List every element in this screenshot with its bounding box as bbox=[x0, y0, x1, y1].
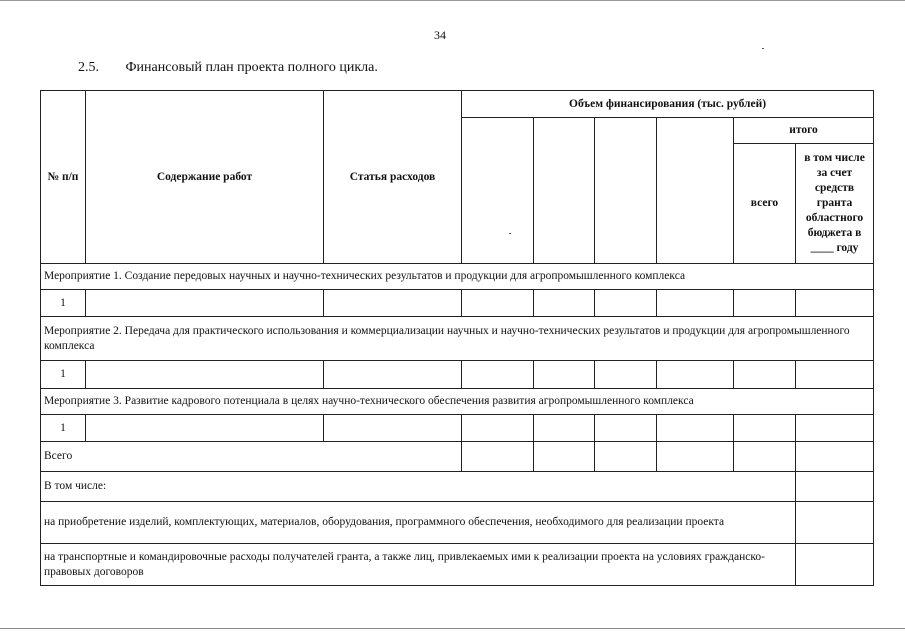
table-cell bbox=[595, 415, 657, 442]
table-cell bbox=[534, 290, 595, 317]
transport-row bbox=[41, 544, 874, 586]
header-num-cell: № п/п bbox=[41, 91, 86, 264]
table-cell bbox=[324, 361, 462, 389]
in-that-label: В том числе: bbox=[41, 472, 796, 502]
header-expense-cell: Статья расходов bbox=[324, 91, 462, 264]
page-top-edge bbox=[0, 0, 905, 1]
table-cell bbox=[86, 415, 324, 442]
scan-speck bbox=[762, 48, 764, 49]
table-cell bbox=[462, 442, 534, 472]
table-cell bbox=[796, 502, 874, 544]
event-2-title-row bbox=[41, 317, 874, 361]
event-2-row-number: 1 bbox=[41, 361, 86, 389]
period-column-4 bbox=[657, 118, 734, 264]
event-3-row-number: 1 bbox=[41, 415, 86, 442]
table-cell bbox=[534, 361, 595, 389]
table-cell bbox=[796, 472, 874, 502]
table-cell bbox=[462, 361, 534, 389]
header-grant-cell: в том числе за счет средств гранта областного бюджета в ____ году bbox=[796, 144, 874, 264]
table-cell bbox=[734, 442, 796, 472]
section-title: Финансовый план проекта полного цикла. bbox=[125, 60, 378, 75]
total-row bbox=[41, 442, 874, 472]
event-1-data-row bbox=[41, 290, 874, 317]
table-cell bbox=[657, 415, 734, 442]
event-1-title-row bbox=[41, 264, 874, 290]
period-column-3 bbox=[595, 118, 657, 264]
table-cell bbox=[657, 290, 734, 317]
table-cell bbox=[595, 290, 657, 317]
table-cell bbox=[657, 361, 734, 389]
header-itogo-cell: итого bbox=[734, 118, 874, 144]
event-1-title: Мероприятие 1. Создание передовых научных и научно-технических результатов и продукции для агропромышленного комплекса bbox=[41, 264, 874, 290]
header-financing-cell: Объем финансирования (тыс. рублей) bbox=[462, 91, 874, 118]
transport-label: на транспортные и командировочные расходы получателей гранта, а также лиц, привлекаемых ими к реализации проекта на условиях гражданско-правовых договоров bbox=[41, 544, 796, 586]
event-3-title-row bbox=[41, 389, 874, 415]
in-that-row bbox=[41, 472, 874, 502]
table-cell bbox=[734, 415, 796, 442]
purchase-label: на приобретение изделий, комплектующих, материалов, оборудования, программного обеспечения, необходимого для реализации проекта bbox=[41, 502, 796, 544]
table-cell bbox=[595, 442, 657, 472]
table-cell bbox=[86, 290, 324, 317]
table-cell bbox=[595, 361, 657, 389]
scan-speck bbox=[509, 233, 511, 234]
purchase-row bbox=[41, 502, 874, 544]
page-bottom-edge bbox=[0, 628, 905, 629]
financial-plan-table bbox=[40, 90, 874, 586]
table-cell bbox=[534, 415, 595, 442]
section-heading bbox=[78, 60, 378, 76]
header-row-1 bbox=[41, 91, 874, 118]
period-column-2 bbox=[534, 118, 595, 264]
table-cell bbox=[86, 361, 324, 389]
table-cell bbox=[462, 290, 534, 317]
table-cell bbox=[796, 442, 874, 472]
event-3-data-row bbox=[41, 415, 874, 442]
event-3-title: Мероприятие 3. Развитие кадрового потенциала в целях научно-технического обеспечения развития агропромышленного комплекса bbox=[41, 389, 874, 415]
table-cell bbox=[796, 544, 874, 586]
table-cell bbox=[796, 290, 874, 317]
table-cell bbox=[734, 290, 796, 317]
total-label: Всего bbox=[41, 442, 462, 472]
period-column-1 bbox=[462, 118, 534, 264]
table-cell bbox=[324, 290, 462, 317]
table-cell bbox=[796, 415, 874, 442]
event-2-data-row bbox=[41, 361, 874, 389]
table-cell bbox=[324, 415, 462, 442]
table-cell bbox=[734, 361, 796, 389]
section-number: 2.5. bbox=[78, 60, 99, 75]
event-1-row-number: 1 bbox=[41, 290, 86, 317]
event-2-title: Мероприятие 2. Передача для практического использования и коммерциализации научных и научно-технических результатов и продукции для агропромышленного комплекса bbox=[41, 317, 874, 361]
table-cell bbox=[462, 415, 534, 442]
table-cell bbox=[796, 361, 874, 389]
table-cell bbox=[657, 442, 734, 472]
table-cell bbox=[534, 442, 595, 472]
page-number: 34 bbox=[434, 28, 446, 42]
header-content-cell: Содержание работ bbox=[86, 91, 324, 264]
header-vsego-cell: всего bbox=[734, 144, 796, 264]
